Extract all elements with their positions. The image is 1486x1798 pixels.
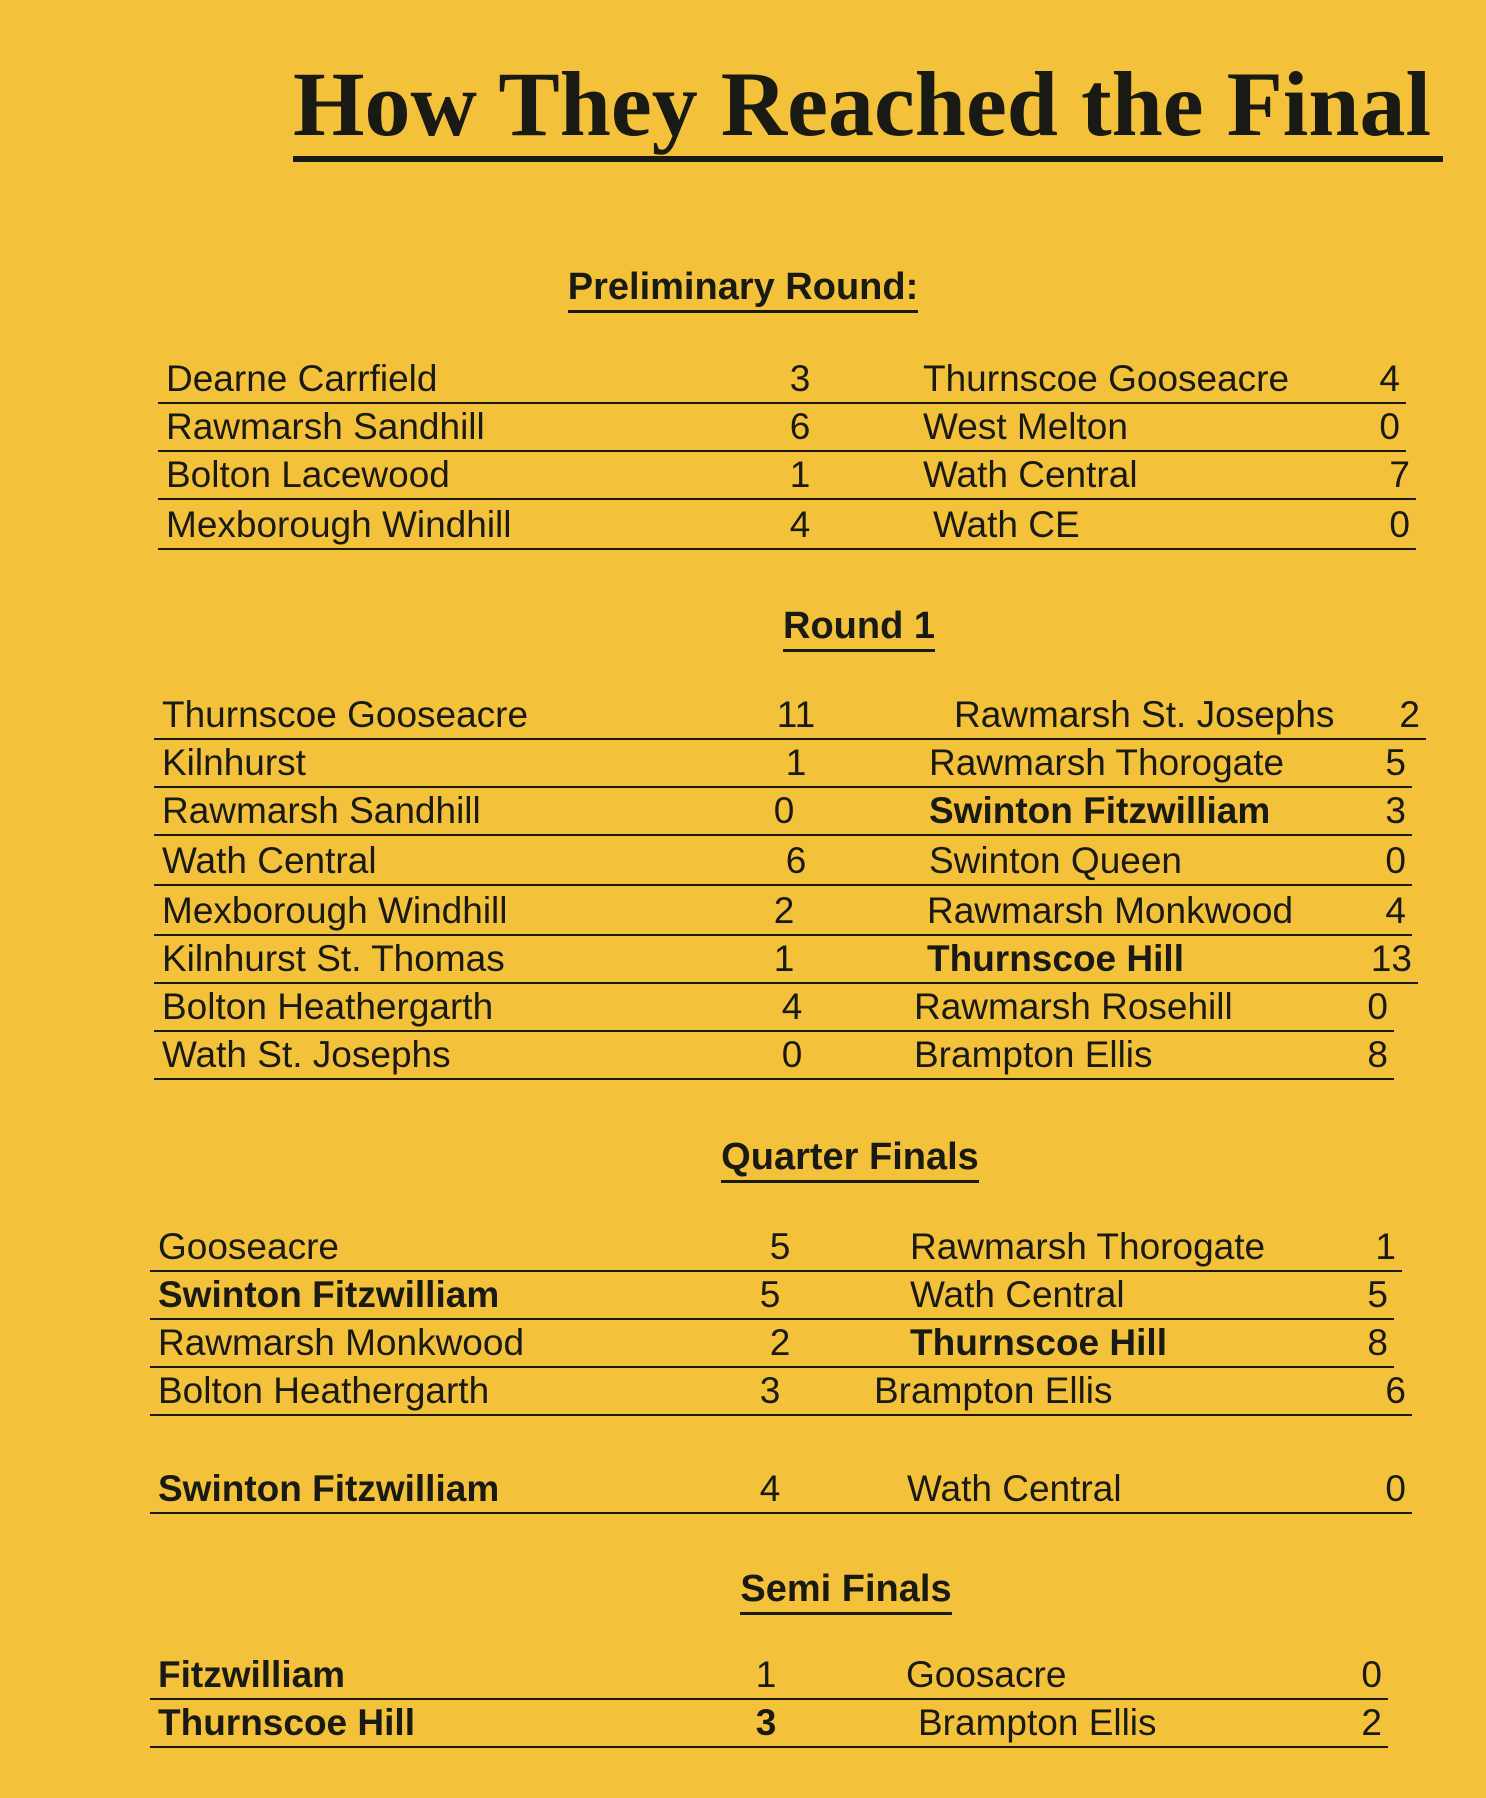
away-team: Rawmarsh Monkwood: [927, 890, 1294, 931]
match-row: [158, 356, 1406, 404]
home-team: Swinton Fitzwilliam: [158, 1274, 500, 1315]
away-team: Thurnscoe Hill: [910, 1322, 1167, 1363]
away-score: 0: [1379, 406, 1400, 447]
away-team: Rawmarsh Thorogate: [929, 742, 1285, 783]
home-team: Rawmarsh Sandhill: [166, 406, 485, 447]
match-row: [154, 740, 1412, 788]
home-score: 11: [776, 694, 816, 735]
home-team: Swinton Fitzwilliam: [158, 1468, 500, 1509]
home-team: Rawmarsh Monkwood: [158, 1322, 525, 1363]
match-row: [150, 1466, 1412, 1514]
away-score: 2: [1361, 1702, 1382, 1743]
away-score: 0: [1385, 1468, 1406, 1509]
away-score: 8: [1367, 1322, 1388, 1363]
away-team: Wath Central: [923, 454, 1138, 495]
page-title: How They Reached the Final: [293, 58, 1443, 162]
home-team: Wath St. Josephs: [162, 1034, 451, 1075]
away-score: 0: [1389, 504, 1410, 545]
home-team: Thurnscoe Gooseacre: [162, 694, 529, 735]
match-row: [154, 788, 1412, 836]
home-score: 1: [785, 742, 807, 783]
home-score: 1: [773, 938, 795, 979]
home-score: 4: [759, 1468, 781, 1509]
away-team: Goosacre: [906, 1654, 1067, 1695]
home-team: Thurnscoe Hill: [158, 1702, 415, 1743]
match-row: [154, 984, 1394, 1032]
home-score: 6: [785, 840, 807, 881]
away-team: Rawmarsh St. Josephs: [954, 694, 1335, 735]
away-team: Wath Central: [907, 1468, 1122, 1509]
section-heading-label: Quarter Finals: [721, 1136, 979, 1183]
away-score: 1: [1375, 1226, 1396, 1267]
away-score: 13: [1370, 938, 1412, 979]
match-row: [158, 502, 1416, 550]
section-heading-preliminary: [0, 268, 1486, 306]
match-row: [154, 692, 1426, 740]
home-score: 1: [755, 1654, 777, 1695]
away-team: Swinton Queen: [929, 840, 1183, 881]
away-team: Wath Central: [910, 1274, 1125, 1315]
match-row: [154, 1032, 1394, 1080]
away-score: 0: [1385, 840, 1406, 881]
home-team: Fitzwilliam: [158, 1654, 346, 1695]
home-score: 4: [789, 504, 811, 545]
section-heading-round-1: [116, 607, 1486, 645]
home-score: 0: [773, 790, 795, 831]
away-team: Brampton Ellis: [874, 1370, 1113, 1411]
home-score: 4: [781, 986, 803, 1027]
away-team: Swinton Fitzwilliam: [929, 790, 1271, 831]
home-team: Gooseacre: [158, 1226, 339, 1267]
home-score: 0: [781, 1034, 803, 1075]
away-team: Rawmarsh Rosehill: [914, 986, 1233, 1027]
section-heading-label: Semi Finals: [740, 1568, 951, 1615]
match-row: [158, 404, 1406, 452]
away-score: 4: [1385, 890, 1406, 931]
home-team: Kilnhurst St. Thomas: [162, 938, 505, 979]
home-score: 2: [773, 890, 795, 931]
match-row: [150, 1224, 1402, 1272]
home-team: Kilnhurst: [162, 742, 306, 783]
section-heading-semi-finals: [103, 1570, 1486, 1608]
section-heading-label: Round 1: [783, 605, 935, 652]
match-row: [150, 1272, 1394, 1320]
away-score: 0: [1367, 986, 1388, 1027]
away-team: Thurnscoe Hill: [927, 938, 1184, 979]
home-team: Bolton Heathergarth: [162, 986, 494, 1027]
match-row: [158, 452, 1416, 500]
away-score: 2: [1399, 694, 1420, 735]
home-team: Mexborough Windhill: [166, 504, 512, 545]
away-team: Wath CE: [933, 504, 1080, 545]
match-row: [154, 936, 1418, 984]
home-team: Rawmarsh Sandhill: [162, 790, 481, 831]
match-row: [150, 1700, 1388, 1748]
home-score: 2: [769, 1322, 791, 1363]
home-score: 3: [755, 1702, 777, 1743]
away-score: 5: [1385, 742, 1406, 783]
match-row: [150, 1320, 1394, 1368]
home-score: 3: [759, 1370, 781, 1411]
match-row: [154, 888, 1412, 936]
match-row: [154, 838, 1412, 886]
away-score: 6: [1385, 1370, 1406, 1411]
away-team: Brampton Ellis: [918, 1702, 1157, 1743]
home-score: 3: [789, 358, 811, 399]
away-score: 3: [1385, 790, 1406, 831]
home-score: 5: [759, 1274, 781, 1315]
home-team: Dearne Carrfield: [166, 358, 438, 399]
section-heading-label: Preliminary Round:: [568, 266, 919, 313]
match-row: [150, 1368, 1412, 1416]
home-score: 5: [769, 1226, 791, 1267]
away-team: Brampton Ellis: [914, 1034, 1153, 1075]
home-score: 6: [789, 406, 811, 447]
away-score: 8: [1367, 1034, 1388, 1075]
away-team: Rawmarsh Thorogate: [910, 1226, 1266, 1267]
away-team: Thurnscoe Gooseacre: [923, 358, 1290, 399]
home-score: 1: [789, 454, 811, 495]
home-team: Bolton Heathergarth: [158, 1370, 490, 1411]
section-heading-quarter-finals: [107, 1138, 1486, 1176]
match-row: [150, 1652, 1388, 1700]
away-score: 5: [1367, 1274, 1388, 1315]
away-score: 0: [1361, 1654, 1382, 1695]
home-team: Bolton Lacewood: [166, 454, 450, 495]
home-team: Wath Central: [162, 840, 377, 881]
away-score: 7: [1389, 454, 1410, 495]
away-team: West Melton: [923, 406, 1128, 447]
home-team: Mexborough Windhill: [162, 890, 508, 931]
away-score: 4: [1379, 358, 1400, 399]
